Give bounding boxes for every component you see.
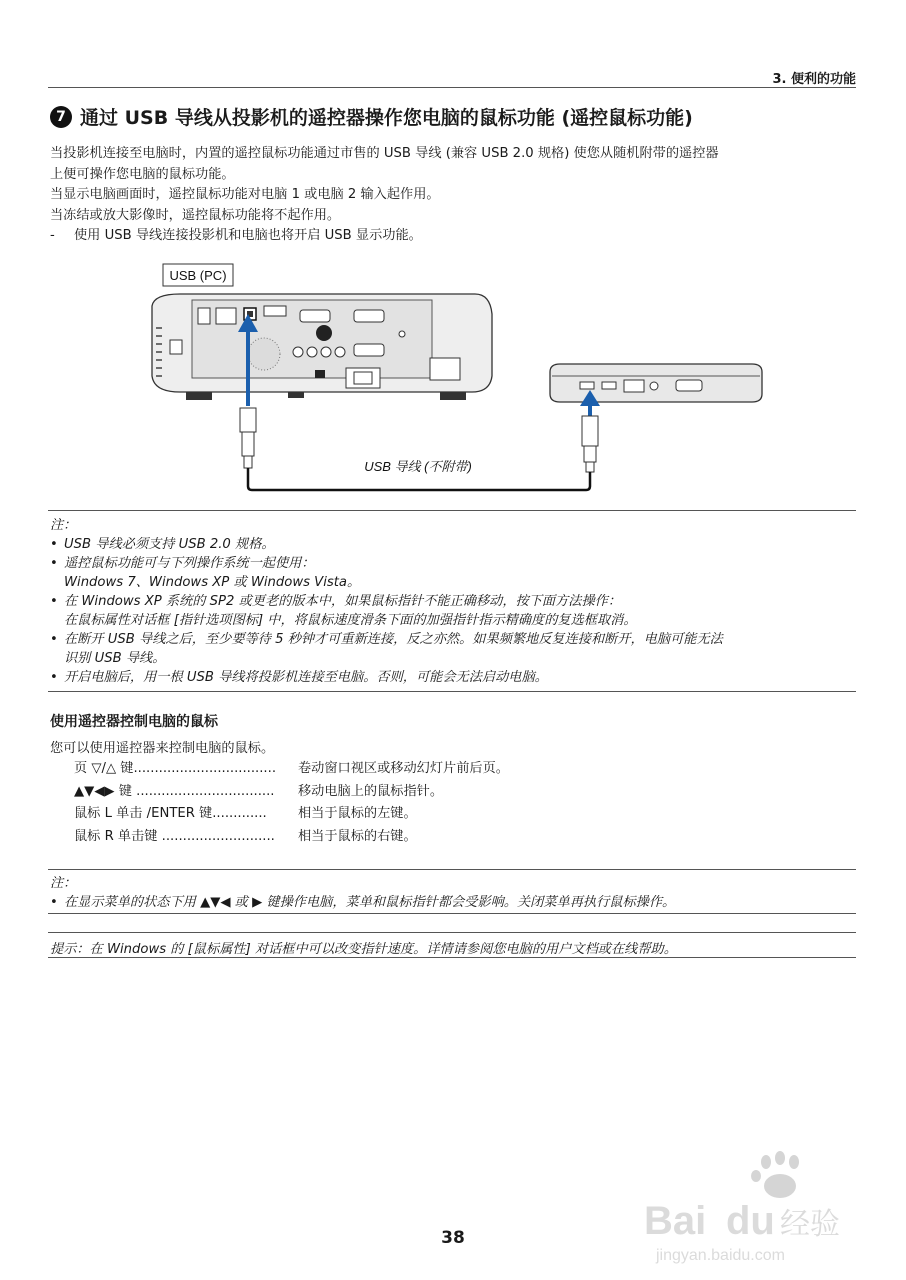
baidu-paw-icon <box>640 1150 870 1270</box>
key-row: 鼠标 L 单击 /ENTER 键............. 相当于鼠标的左键。 <box>74 806 417 821</box>
notes2-top-rule <box>48 869 856 870</box>
watermark-brand: Bai <box>644 1199 707 1243</box>
notes2-heading: 注： <box>50 876 77 891</box>
key-row: 页 ▽/△ 键.................................. 卷动窗口视区或移动幻灯片前后页。 <box>74 761 509 776</box>
note-item: • 遥控鼠标功能可与下列操作系统一起使用： <box>50 556 315 571</box>
intro-p3: 当冻结或放大影像时，遥控鼠标功能将不起作用。 <box>50 207 341 223</box>
intro-p1: 当投影机连接至电脑时，内置的遥控鼠标功能通过市售的 USB 导线 (兼容 USB 2.0 规格) 使您从随机附带的遥控器 <box>50 146 719 161</box>
notes-block-2 <box>50 874 860 912</box>
note-continuation: 识别 USB 导线。 <box>64 651 166 666</box>
notes2-bottom-rule <box>48 913 856 914</box>
note-item: • 开启电脑后，用一根 USB 导线将投影机连接至电脑。否则，可能会无法启动电脑。 <box>50 670 548 685</box>
notes1-heading: 注： <box>50 518 77 533</box>
note-item: • 在 Windows XP 系统的 SP2 或更老的版本中，如果鼠标指针不能正确移动，按下面方法操作： <box>50 594 622 609</box>
tip-text: 提示：在 Windows 的 [鼠标属性] 对话框中可以改变指针速度。详情请参阅您电脑的用户文档或在线帮助。 <box>50 942 677 957</box>
step-number-badge: 7 <box>50 106 72 128</box>
note-continuation: 在鼠标属性对话框 [指针选项图标] 中，将鼠标速度滑条下面的加强指针指示精确度的复选框取消。 <box>64 613 637 628</box>
section-header: 3. 便利的功能 <box>772 72 856 87</box>
key-function-list <box>74 758 509 848</box>
note-item: • 在显示菜单的状态下用 ▲▼◀ 或 ▶ 键操作电脑，菜单和鼠标指针都会受影响。关闭菜单再执行鼠标操作。 <box>50 895 676 910</box>
notes-block-1 <box>50 516 860 687</box>
intro-p4: 使用 USB 导线连接投影机和电脑也将开启 USB 显示功能。 <box>74 228 422 243</box>
usb-pc-label-box <box>163 264 233 286</box>
baidu-watermark <box>640 1150 870 1270</box>
projector-illustration <box>152 294 492 400</box>
cable-label: USB 导线 (不附带) <box>364 459 472 474</box>
key-row: ▲▼◀▶ 键 ................................. 移动电脑上的鼠标指针。 <box>74 783 444 799</box>
intro-dash-item <box>50 226 860 247</box>
notes1-top-rule <box>48 510 856 511</box>
note-item: • USB 导线必须支持 USB 2.0 规格。 <box>50 537 275 552</box>
note-continuation: Windows 7、Windows XP 或 Windows Vista。 <box>64 575 361 590</box>
watermark-brand-2: du <box>726 1199 775 1243</box>
mouse-section-heading: 使用遥控器控制电脑的鼠标 <box>50 714 218 730</box>
watermark-brand-cn: 经验 <box>780 1207 840 1242</box>
page-number: 38 <box>441 1228 465 1248</box>
header-rule <box>48 87 856 88</box>
note-item: • 在断开 USB 导线之后，至少要等待 5 秒钟才可重新连接，反之亦然。如果频繁地反复连接和断开，电脑可能无法 <box>50 632 723 647</box>
intro-p1b: 上便可操作您电脑的鼠标功能。 <box>50 166 235 182</box>
connection-diagram <box>140 258 780 508</box>
notes1-bottom-rule <box>48 691 856 692</box>
mouse-section-desc: 您可以使用遥控器来控制电脑的鼠标。 <box>50 741 275 756</box>
usb-pc-label: USB (PC) <box>169 268 227 283</box>
watermark-url: jingyan.baidu.com <box>656 1247 785 1264</box>
page-title <box>50 103 693 130</box>
key-row: 鼠标 R 单击键 ........................... 相当于鼠标的右键。 <box>74 828 417 844</box>
tip-bottom-rule <box>48 957 856 958</box>
tip-top-rule <box>48 932 856 933</box>
title-text: 通过 USB 导线从投影机的遥控器操作您电脑的鼠标功能 (遥控鼠标功能) <box>80 107 693 129</box>
intro-text <box>50 144 860 247</box>
usb-cable <box>240 408 598 490</box>
intro-p2: 当显示电脑画面时，遥控鼠标功能对电脑 1 或电脑 2 输入起作用。 <box>50 187 440 202</box>
dash-marker: - <box>50 228 55 243</box>
laptop-illustration <box>550 364 762 402</box>
